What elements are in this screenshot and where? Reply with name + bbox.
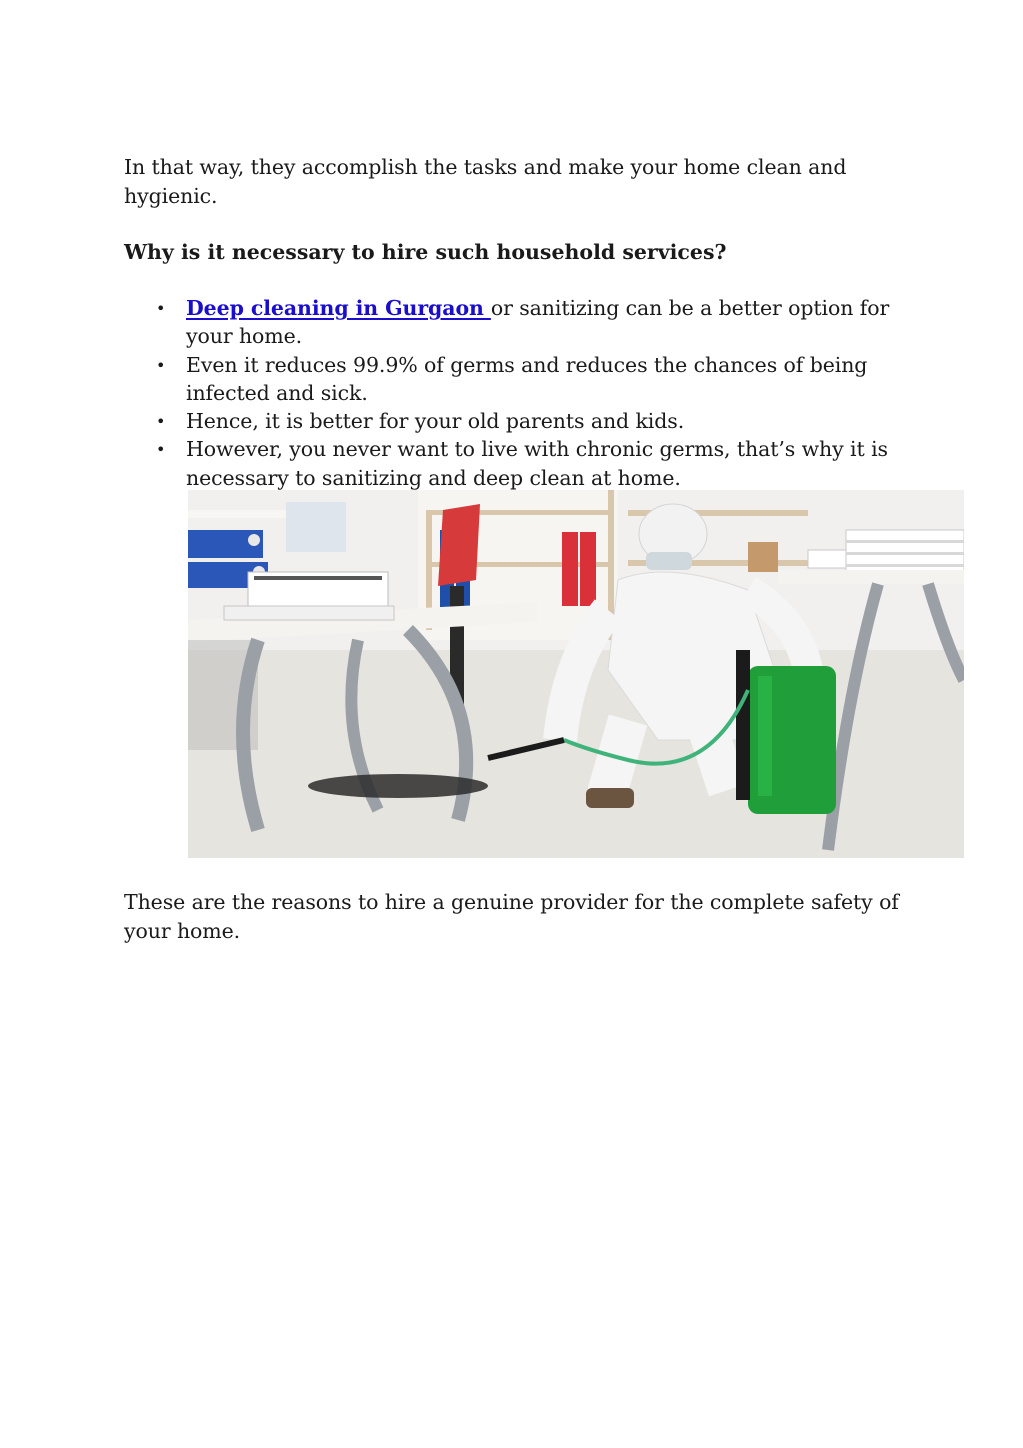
bullet-marker: • bbox=[156, 355, 166, 375]
list-item-text: Even it reduces 99.9% of germs and reduces the chances of being infected and sick. bbox=[186, 352, 868, 405]
intro-paragraph: In that way, they accomplish the tasks and make your home clean and hygienic. bbox=[124, 155, 847, 208]
sanitizing-worker-photo bbox=[188, 490, 964, 858]
list-item bbox=[124, 351, 904, 408]
section-heading: Why is it necessary to hire such household services? bbox=[124, 240, 727, 264]
list-item bbox=[124, 294, 904, 351]
list-item-text: Hence, it is better for your old parents and kids. bbox=[186, 409, 685, 434]
bullet-marker: • bbox=[156, 440, 166, 460]
list-item bbox=[124, 435, 904, 492]
list-item bbox=[124, 407, 904, 435]
list-item-text: However, you never want to live with chronic germs, that’s why it is necessary to sanitizing and deep clean at home. bbox=[186, 437, 888, 490]
closing-paragraph: These are the reasons to hire a genuine provider for the complete safety of your home. bbox=[124, 890, 899, 943]
list-item-text: or sanitizing can be a better option for your home. bbox=[186, 296, 890, 349]
reasons-list bbox=[124, 294, 904, 492]
bullet-marker: • bbox=[156, 412, 166, 432]
bullet-marker: • bbox=[156, 299, 166, 318]
deep-cleaning-gurgaon-link[interactable]: Deep cleaning in Gurgaon bbox=[186, 296, 491, 320]
